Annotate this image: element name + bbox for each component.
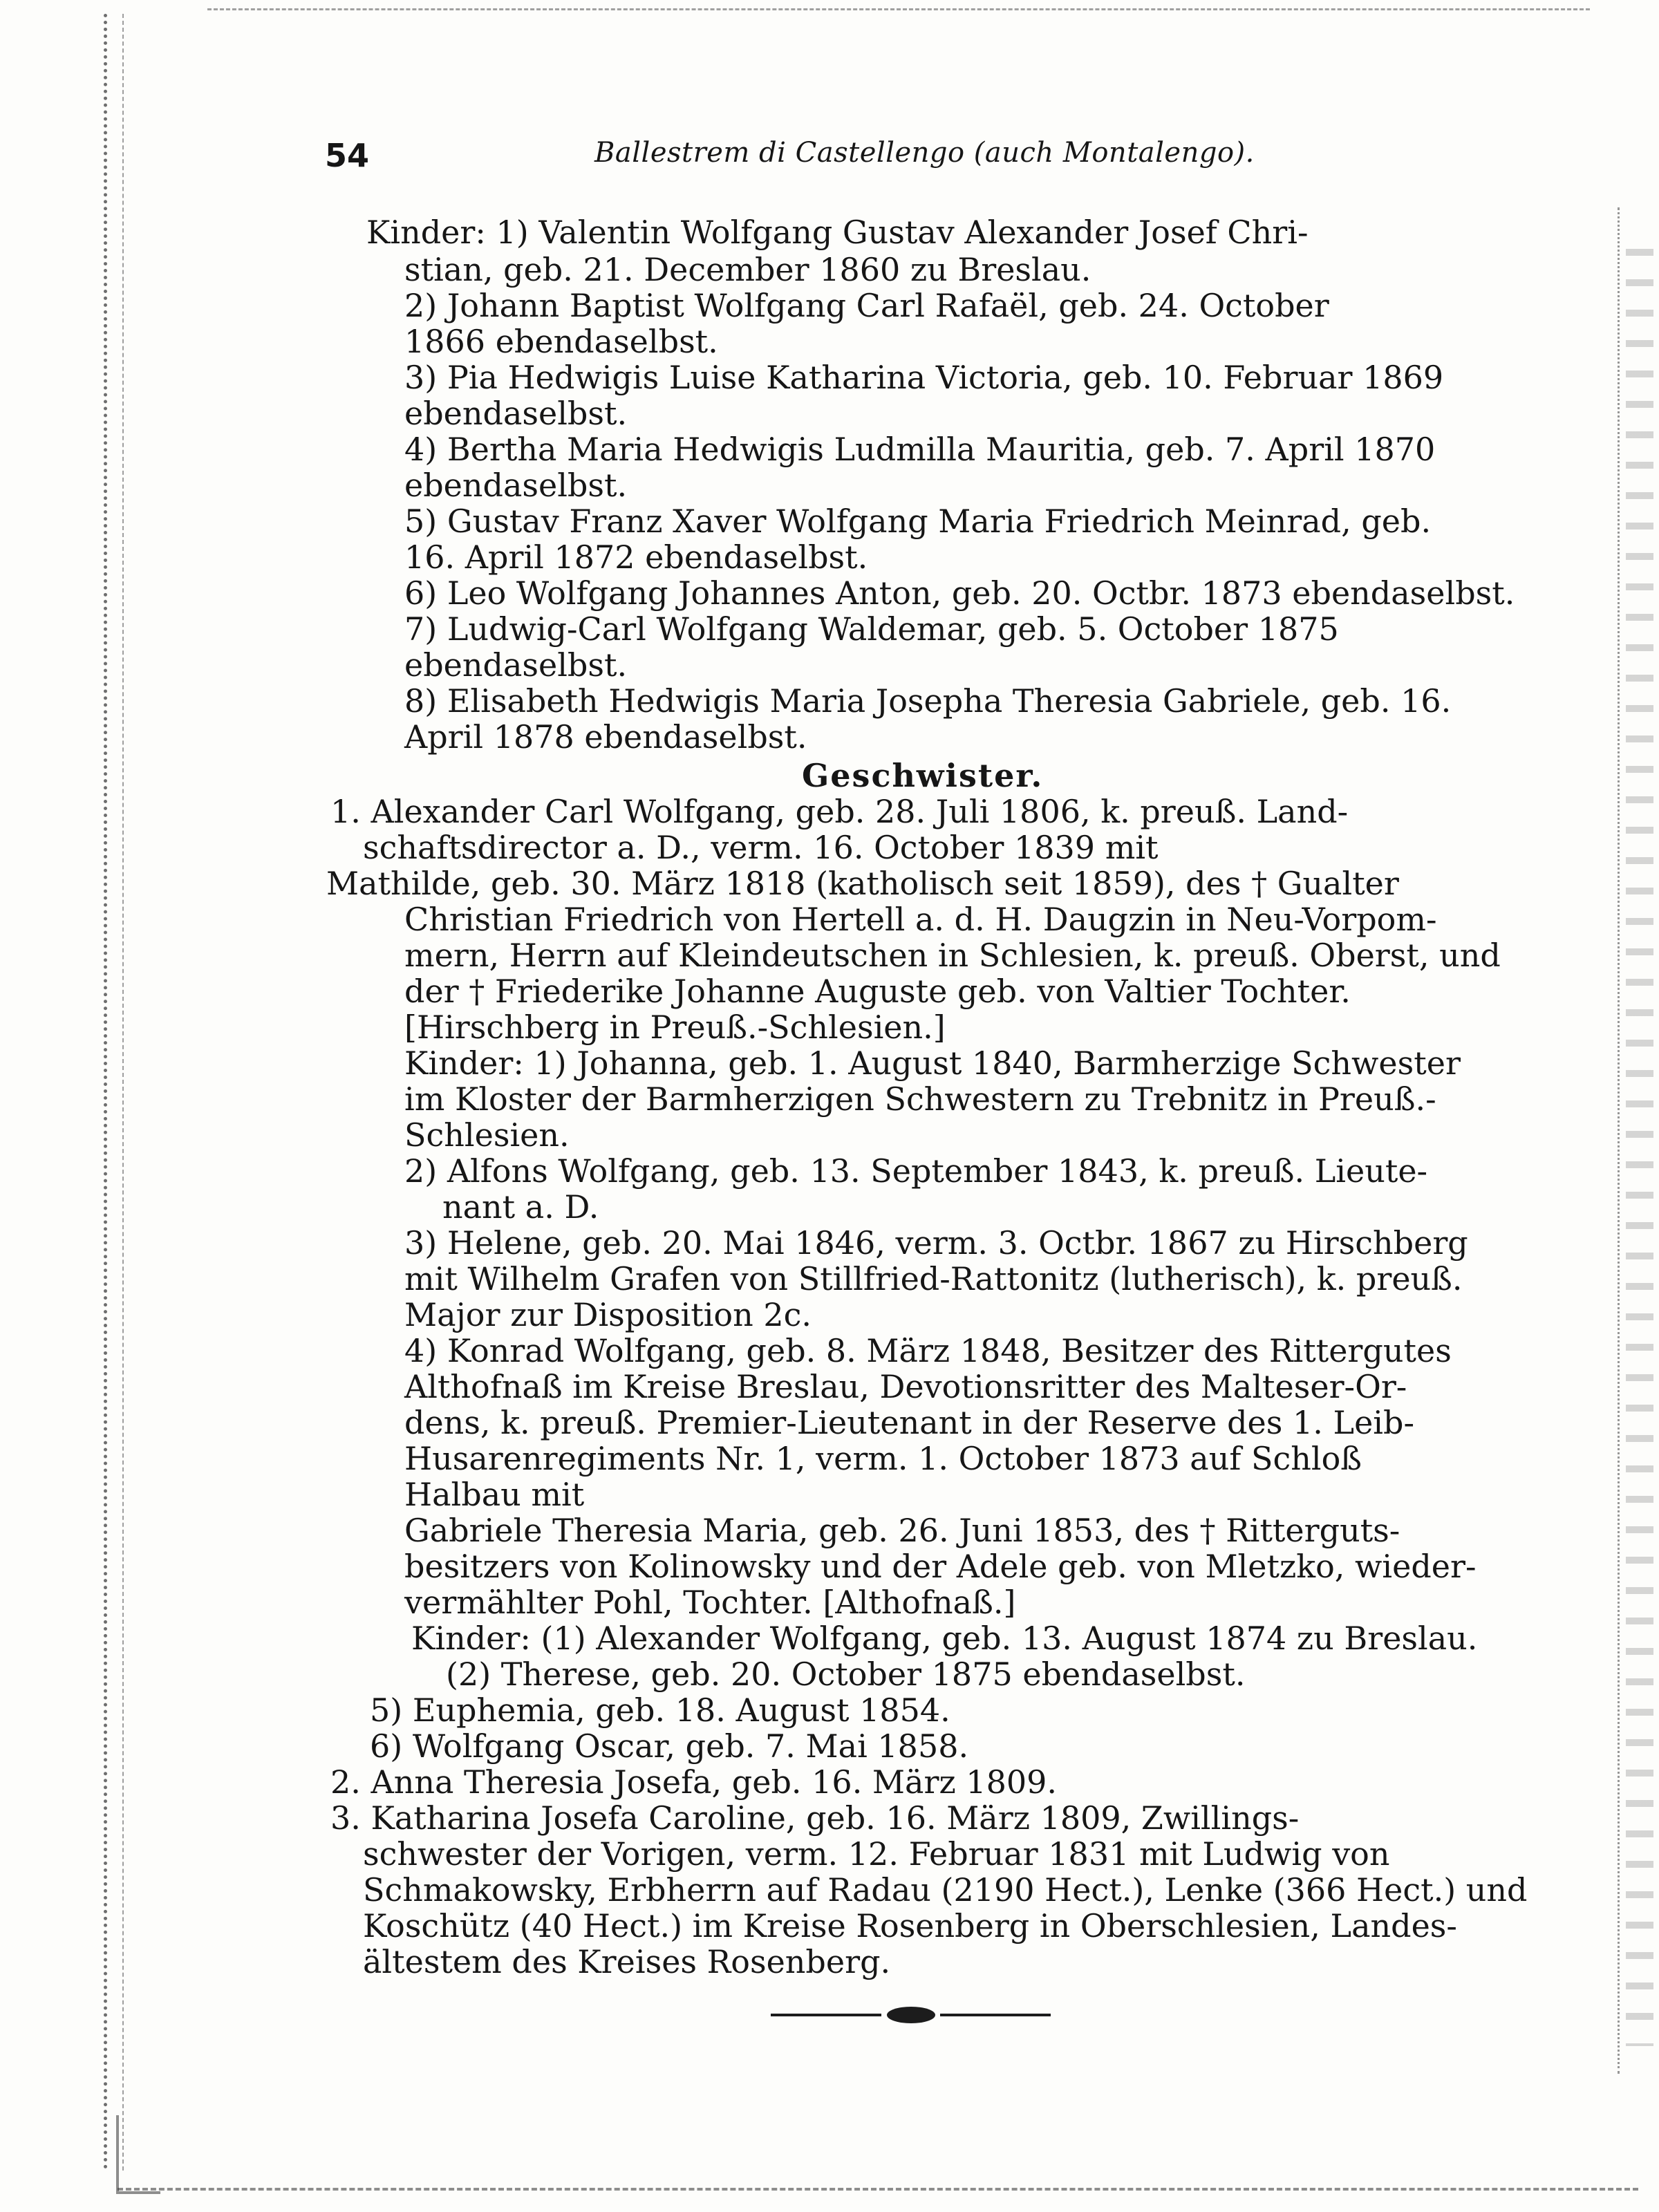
text-line: April 1878 ebendaselbst. [404,718,807,756]
text-line: ebendaselbst. [404,395,628,432]
text-line: (2) Therese, geb. 20. October 1875 ebendaselbst. [446,1656,1246,1693]
text-line: 2) Alfons Wolfgang, geb. 13. September 1843, k. preuß. Lieute- [404,1152,1428,1190]
text-line: Kinder: 1) Valentin Wolfgang Gustav Alexander Josef Chri- [366,214,1309,251]
text-line: ältestem des Kreises Rosenberg. [363,1943,891,1980]
text-line: 3) Helene, geb. 20. Mai 1846, verm. 3. Octbr. 1867 zu Hirschberg [404,1224,1468,1262]
text-line: 2. Anna Theresia Josefa, geb. 16. März 1809. [330,1763,1057,1801]
text-line: Kinder: 1) Johanna, geb. 1. August 1840, Barmherzige Schwester [404,1044,1461,1082]
text-line: Husarenregiments Nr. 1, verm. 1. October 1873 auf Schloß [404,1440,1362,1477]
text-line: 1866 ebendaselbst. [404,323,718,360]
page-number: 54 [325,137,370,174]
text-line: [Hirschberg in Preuß.-Schlesien.] [404,1009,946,1046]
text-line: 2) Johann Baptist Wolfgang Carl Rafaël, geb. 24. October [404,287,1329,324]
section-heading: Geschwister. [802,757,1044,794]
text-line: dens, k. preuß. Premier-Lieutenant in der Reserve des 1. Leib- [404,1404,1414,1441]
text-line: schwester der Vorigen, verm. 12. Februar 1831 mit Ludwig von [363,1835,1390,1873]
text-line: im Kloster der Barmherzigen Schwestern zu Trebnitz in Preuß.- [404,1080,1436,1118]
ornament-center [887,2007,935,2023]
text-line: 6) Wolfgang Oscar, geb. 7. Mai 1858. [370,1727,969,1765]
text-line: Mathilde, geb. 30. März 1818 (katholisch seit 1859), des † Gualter [326,865,1399,902]
text-line: ebendaselbst. [404,646,628,684]
text-line: Schmakowsky, Erbherrn auf Radau (2190 Hect.), Lenke (366 Hect.) und [363,1871,1528,1909]
section-end-ornament [771,2005,1051,2025]
text-line: besitzers von Kolinowsky und der Adele geb. von Mletzko, wieder- [404,1548,1477,1585]
text-line: Major zur Disposition 2c. [404,1296,812,1333]
text-line: mit Wilhelm Grafen von Stillfried-Rattonitz (lutherisch), k. preuß. [404,1260,1463,1297]
text-line: 1. Alexander Carl Wolfgang, geb. 28. Juli 1806, k. preuß. Land- [330,793,1349,830]
text-line: 6) Leo Wolfgang Johannes Anton, geb. 20. Octbr. 1873 ebendaselbst. [404,574,1515,612]
text-line: mern, Herrn auf Kleindeutschen in Schlesien, k. preuß. Oberst, und [404,937,1501,974]
text-line: 4) Bertha Maria Hedwigis Ludmilla Mauritia, geb. 7. April 1870 [404,431,1436,468]
text-line: Schlesien. [404,1116,570,1154]
text-line: Halbau mit [404,1476,585,1513]
text-line: nant a. D. [442,1188,599,1226]
text-line: 3) Pia Hedwigis Luise Katharina Victoria, geb. 10. Februar 1869 [404,359,1444,396]
text-line: 5) Euphemia, geb. 18. August 1854. [370,1691,950,1729]
text-line: stian, geb. 21. December 1860 zu Breslau. [404,251,1091,288]
text-line: schaftsdirector a. D., verm. 16. October 1839 mit [363,829,1159,866]
text-line: Koschütz (40 Hect.) im Kreise Rosenberg in Oberschlesien, Landes- [363,1907,1457,1944]
text-line: 3. Katharina Josefa Caroline, geb. 16. März 1809, Zwillings- [330,1799,1300,1837]
text-line: ebendaselbst. [404,467,628,504]
ornament-rule-right [940,2014,1051,2016]
text-line: 8) Elisabeth Hedwigis Maria Josepha Theresia Gabriele, geb. 16. [404,682,1452,720]
text-line: 16. April 1872 ebendaselbst. [404,538,868,576]
text-line: 5) Gustav Franz Xaver Wolfgang Maria Friedrich Meinrad, geb. [404,503,1432,540]
text-line: Gabriele Theresia Maria, geb. 26. Juni 1853, des † Ritterguts- [404,1512,1400,1549]
text-line: Althofnaß im Kreise Breslau, Devotionsritter des Malteser-Or- [404,1368,1407,1405]
text-line: der † Friederike Johanne Auguste geb. von Valtier Tochter. [404,973,1351,1010]
text-line: 7) Ludwig-Carl Wolfgang Waldemar, geb. 5. October 1875 [404,610,1339,648]
ornament-rule-left [771,2014,881,2016]
text-line: vermählter Pohl, Tochter. [Althofnaß.] [404,1584,1016,1621]
text-line: Kinder: (1) Alexander Wolfgang, geb. 13. August 1874 zu Breslau. [411,1620,1478,1657]
text-line: Christian Friedrich von Hertell a. d. H. Daugzin in Neu-Vorpom- [404,901,1437,938]
running-head: Ballestrem di Castellengo (auch Montalengo). [594,137,1255,169]
text-line: 4) Konrad Wolfgang, geb. 8. März 1848, Besitzer des Rittergutes [404,1332,1452,1369]
